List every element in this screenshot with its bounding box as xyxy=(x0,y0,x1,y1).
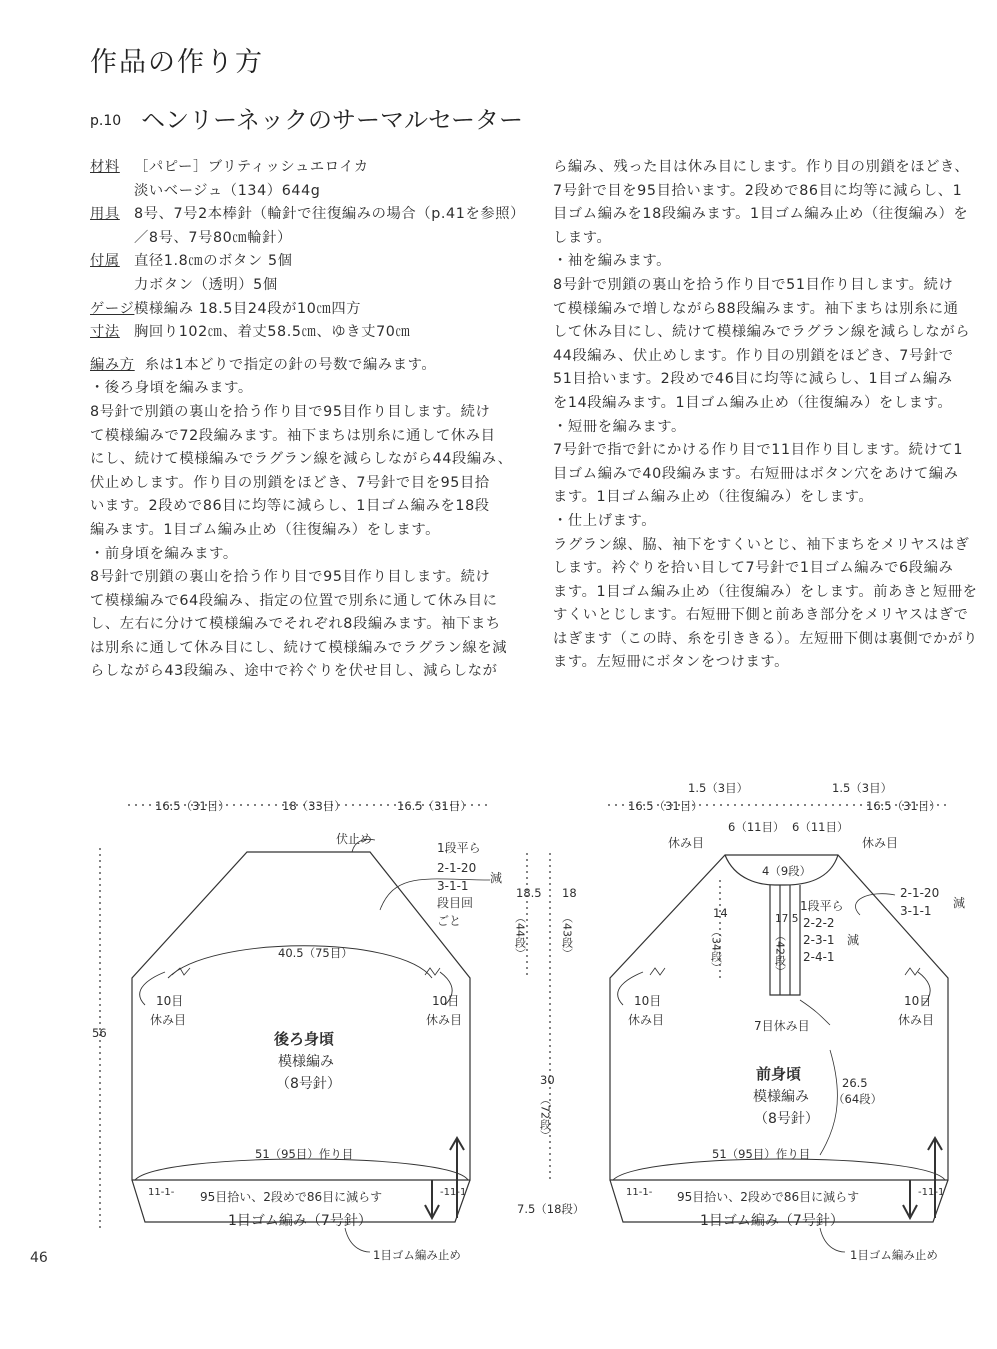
svg-text:1段平ら: 1段平ら xyxy=(437,841,481,855)
method-line: ら編み、残った目は休み目にします。作り目の別鎖をほどき、 xyxy=(553,159,970,175)
svg-text:7.5（18段）: 7.5（18段） xyxy=(517,1202,585,1216)
front-rib-label: 1目ゴム編み（7号針） xyxy=(700,1213,844,1229)
svg-text:-11-1: -11-1 xyxy=(440,1187,467,1198)
svg-text:1.5（3目）: 1.5（3目） xyxy=(832,781,893,795)
back-total-height: 56 xyxy=(92,1026,107,1040)
svg-text:（43段）: （43段） xyxy=(560,912,574,959)
method-line: にし、続けて模様編みでラグラン線を減らしながら44段編み、 xyxy=(90,451,513,468)
svg-text:減: 減 xyxy=(953,896,966,910)
svg-text:6（11目）: 6（11目） xyxy=(792,820,849,834)
svg-text:3-1-1: 3-1-1 xyxy=(900,904,932,918)
method-line: 8号針で別鎖の裏山を拾う作り目で95目作り目します。続け xyxy=(90,569,491,586)
method-line: ・前身頃を編みます。 xyxy=(90,545,238,562)
tools-row: 用具 8号、7号2本棒針（輪針で往復編みの場合（p.41を参照） xyxy=(90,206,526,223)
method-line: て模様編みで増しながら88段編みます。袖下まちは別糸に通 xyxy=(553,300,959,317)
svg-text:16.5（31目）: 16.5（31目） xyxy=(866,799,941,813)
front-cast-on: 51（95目）作り目 xyxy=(712,1147,811,1161)
svg-text:減: 減 xyxy=(490,871,503,885)
svg-text:16.5（31目）: 16.5（31目） xyxy=(628,799,703,813)
method-line: はぎます（この時、糸を引ききる）。左短冊下側は裏側でかがり xyxy=(553,630,978,647)
svg-text:2-4-1: 2-4-1 xyxy=(803,950,835,964)
svg-text:段目回: 段目回 xyxy=(437,896,474,910)
gauge-row: ゲージ模様編み 18.5目24段が10㎝四方 xyxy=(90,300,362,317)
svg-text:休み目: 休み目 xyxy=(628,1013,665,1027)
svg-text:（72段）: （72段） xyxy=(538,1094,552,1141)
back-piece-title: 後ろ身頃 xyxy=(274,1030,335,1048)
svg-text:30: 30 xyxy=(540,1073,555,1087)
svg-text:ごと: ごと xyxy=(437,914,462,928)
svg-text:（44段）: （44段） xyxy=(513,912,527,959)
svg-text:模様編み: 模様編み xyxy=(753,1089,809,1105)
method-heading: 編み方 糸は1本どりで指定の針の号数で編みます。 xyxy=(90,356,437,373)
method-line: ます。左短冊にボタンをつけます。 xyxy=(553,654,790,671)
method-line: 8号針で別鎖の裏山を拾う作り目で51目作り目します。続け xyxy=(553,276,954,293)
svg-text:10目: 10目 xyxy=(156,994,184,1008)
svg-text:10目: 10目 xyxy=(904,994,932,1008)
method-line: 目ゴム編みで40段編みます。右短冊はボタン穴をあけて編み xyxy=(553,465,959,482)
svg-text:（8号針）: （8号針） xyxy=(754,1111,819,1127)
method-line: を14段編みます。1目ゴム編み止め（往復編み）をします。 xyxy=(553,394,953,411)
method-line: て模様編みで72段編みます。袖下まちは別糸に通して休み目 xyxy=(90,427,496,444)
svg-text:休み目: 休み目 xyxy=(426,1013,463,1027)
svg-text:（42段）: （42段） xyxy=(773,930,787,977)
method-line: ・後ろ身頃を編みます。 xyxy=(90,380,253,397)
method-line: は別糸に通して休み目にし、続けて模様編みでラグラン線を減 xyxy=(90,639,508,656)
back-rib-label: 1目ゴム編み（7号針） xyxy=(228,1213,372,1229)
svg-text:（8号針）: （8号針） xyxy=(276,1076,341,1092)
method-line: して休み目にし、続けて模様編みでラグラン線を減らしながら xyxy=(553,324,971,341)
left-column: 材料 ［パピー］ブリティッシュエロイカ 淡いベージュ（134）644g 用具 8号、7号2本棒針（輪針で往復編みの場合（p.41を参照） ／8号、7号80㎝輪針） 付属 直径1.8㎝のボタン 5個 力ボタン（透明）5個 ゲージ模様編み 18.5目24段が10㎝四方 寸法 胸回り102㎝、着丈58.5㎝、ゆき丈70㎝ 編み方 糸は1本どりで指定の針の号数で編みます。 ・後ろ身頃を編みます。 8号針で別鎖の裏山を拾う作り目で95目作り目します。続け て模様編みで72段編みます。袖下まちは別糸に通して休み目 にし、続けて模様編みでラグラン線を減らしながら44段編み、 伏止めします。作り目の別鎖をほどき、7号針で目を95目拾 います。2段めで86目に均等に減らし、1目ゴム編みを18段 編みます。1目ゴム編み止め（往復編み）をします。 ・前身頃を編みます。 8号針で別鎖の裏山を拾う作り目で95目作り目します。続け て模様編みで64段編み、指定の位置で別糸に通して休み目に し、左右に分けて模様編みでそれぞれ8段編みます。袖下まち は別糸に通して休み目にし、続けて模様編みでラグラン線を減 らしながら43段編み、途中で衿ぐりを伏せ目し、減らしなが xyxy=(90,156,520,684)
svg-text:1.5（3目）: 1.5（3目） xyxy=(688,781,749,795)
svg-text:6（11目）: 6（11目） xyxy=(728,820,785,834)
method-line: すくいとじします。右短冊下側と前あき部分をメリヤスはぎで xyxy=(553,607,969,624)
svg-text:休み目: 休み目 xyxy=(668,836,705,850)
svg-text:減: 減 xyxy=(847,933,860,947)
page-number: 46 xyxy=(30,1250,48,1266)
method-line: 編みます。1目ゴム編み止め（往復編み）をします。 xyxy=(90,521,441,538)
back-top-dim-center: 18（33目） xyxy=(282,799,346,813)
method-line: ます。1目ゴム編み止め（往復編み）をします。前あきと短冊を xyxy=(553,583,978,600)
method-line: ・仕上げます。 xyxy=(553,512,657,529)
back-top-dim-right: 16.5（31目） xyxy=(397,799,472,813)
size-row: 寸法 胸回り102㎝、着丈58.5㎝、ゆき丈70㎝ xyxy=(90,324,411,341)
svg-text:7目休み目: 7目休み目 xyxy=(754,1019,810,1033)
svg-text:1目ゴム編み止め: 1目ゴム編み止め xyxy=(373,1248,461,1262)
front-piece-title: 前身頃 xyxy=(756,1065,802,1083)
svg-text:（34段）: （34段） xyxy=(709,926,723,973)
svg-text:10目: 10目 xyxy=(634,994,662,1008)
method-line: します。 xyxy=(553,229,612,246)
page-reference: p.10 xyxy=(90,113,122,129)
notions-row: 付属 直径1.8㎝のボタン 5個 xyxy=(90,253,293,270)
method-line: 目ゴム編みを18段編みます。1目ゴム編み止め（往復編み）を xyxy=(553,206,969,223)
svg-text:休み目: 休み目 xyxy=(898,1013,935,1027)
method-line: 伏止めします。作り目の別鎖をほどき、7号針で目を95目拾 xyxy=(90,474,490,491)
svg-text:-11-1: -11-1 xyxy=(918,1187,945,1198)
svg-text:3-1-1: 3-1-1 xyxy=(437,879,469,893)
method-line: て模様編みで64段編み、指定の位置で別糸に通して休み目に xyxy=(90,592,498,609)
method-line: します。衿ぐりを拾い目して7号針で1目ゴム編みで6段編み xyxy=(553,560,954,577)
svg-text:18.5: 18.5 xyxy=(516,886,542,900)
method-line: 7号針で目を95目拾います。2段めで86目に均等に減らし、1 xyxy=(553,182,963,199)
svg-text:95目拾い、2段めで86目に減らす: 95目拾い、2段めで86目に減らす xyxy=(677,1190,860,1204)
svg-text:14: 14 xyxy=(713,906,728,920)
method-line: ラグラン線、脇、袖下をすくいとじ、袖下まちをメリヤスはぎ xyxy=(553,536,970,553)
svg-text:4（9段）: 4（9段） xyxy=(762,864,812,878)
svg-text:休み目: 休み目 xyxy=(862,836,899,850)
method-line: ・短冊を編みます。 xyxy=(553,418,686,435)
svg-text:2-1-20: 2-1-20 xyxy=(900,886,940,900)
method-line: 8号針で別鎖の裏山を拾う作り目で95目作り目します。続け xyxy=(90,403,491,420)
svg-text:11-1-: 11-1- xyxy=(148,1187,175,1198)
svg-text:95目拾い、2段めで86目に減らす: 95目拾い、2段めで86目に減らす xyxy=(200,1190,383,1204)
project-name: ヘンリーネックのサーマルセーター xyxy=(141,106,523,134)
svg-text:2-3-1: 2-3-1 xyxy=(803,933,835,947)
method-line: 51目拾います。2段めで46目に均等に減らし、1目ゴム編み xyxy=(553,371,953,388)
method-line: 7号針で指で針にかける作り目で11目作り目します。続けて1 xyxy=(553,442,964,459)
method-line: ・袖を編みます。 xyxy=(553,253,672,270)
materials-row: 材料 ［パピー］ブリティッシュエロイカ xyxy=(90,159,369,175)
svg-text:1段平ら: 1段平ら xyxy=(800,899,844,913)
svg-text:2-1-20: 2-1-20 xyxy=(437,861,477,875)
svg-text:休み目: 休み目 xyxy=(150,1013,187,1027)
svg-text:17.5: 17.5 xyxy=(775,913,799,925)
svg-text:模様編み: 模様編み xyxy=(278,1054,334,1070)
method-line: らしながら43段編み、途中で衿ぐりを伏せ目し、減らしなが xyxy=(90,663,498,680)
method-line: ます。1目ゴム編み止め（往復編み）をします。 xyxy=(553,489,874,506)
svg-text:10目: 10目 xyxy=(432,994,460,1008)
back-bind-off: 伏止め xyxy=(336,832,373,846)
svg-text:2-2-2: 2-2-2 xyxy=(803,916,835,930)
svg-text:11-1-: 11-1- xyxy=(626,1187,653,1198)
svg-text:1目ゴム編み止め: 1目ゴム編み止め xyxy=(850,1248,938,1262)
method-line: 44段編み、伏止めします。作り目の別鎖をほどき、7号針で xyxy=(553,347,954,364)
svg-text:26.5: 26.5 xyxy=(842,1076,868,1090)
back-top-dim-left: 16.5（31目） xyxy=(155,799,230,813)
back-chest-dim: 40.5（75目） xyxy=(278,946,353,960)
svg-text:（64段）: （64段） xyxy=(833,1092,883,1106)
method-line: います。2段めで86目に均等に減らし、1目ゴム編みを18段 xyxy=(90,498,490,515)
back-cast-on: 51（95目）作り目 xyxy=(255,1147,354,1161)
method-line: し、左右に分けて模様編みでそれぞれ8段編みます。袖下まち xyxy=(90,616,501,633)
page-title: 作品の作り方 xyxy=(90,47,264,78)
svg-text:18: 18 xyxy=(562,886,577,900)
